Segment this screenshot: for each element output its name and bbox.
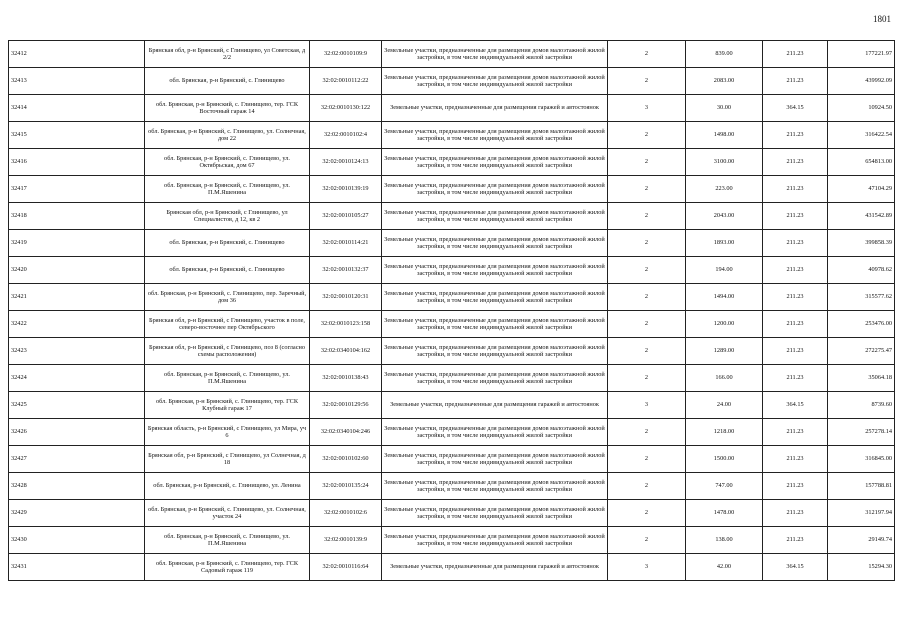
specific-value-cell: 211.23 — [763, 203, 828, 230]
area-cell: 1893.00 — [686, 230, 763, 257]
land-use-cell: Земельные участки, предназначенные для размещения домов малоэтажной жилой застройки, в том числе индивидуальной жилой застройки — [382, 149, 608, 176]
address-cell: обл. Брянская, р-н Брянский, с. Глинищево, ул. Ленина — [145, 473, 310, 500]
table-body — [9, 41, 895, 581]
area-cell: 30.00 — [686, 95, 763, 122]
cadastral-value-cell: 29149.74 — [828, 527, 895, 554]
address-cell: Брянская обл, р-н Брянский, с Глинищево, поз 8 (согласно схемы расположения) — [145, 338, 310, 365]
cadastral-number-cell: 32:02:0010114:21 — [310, 230, 382, 257]
specific-value-cell: 211.23 — [763, 41, 828, 68]
cadastral-value-cell: 316845.00 — [828, 446, 895, 473]
area-cell: 3100.00 — [686, 149, 763, 176]
table-row — [9, 554, 895, 581]
specific-value-cell: 211.23 — [763, 311, 828, 338]
category-cell: 2 — [608, 473, 686, 500]
cadastral-number-cell: 32:02:0010112:22 — [310, 68, 382, 95]
category-cell: 2 — [608, 176, 686, 203]
row-number-cell: 32425 — [9, 392, 145, 419]
cadastral-value-cell: 157788.81 — [828, 473, 895, 500]
row-number-cell: 32421 — [9, 284, 145, 311]
cadastral-number-cell: 32:02:0010105:27 — [310, 203, 382, 230]
area-cell: 1500.00 — [686, 446, 763, 473]
cadastral-value-cell: 15294.30 — [828, 554, 895, 581]
address-cell: обл. Брянская, р-н Брянский, с. Глинищево, ул. Октябрьская, дом 67 — [145, 149, 310, 176]
land-use-cell: Земельные участки, предназначенные для размещения домов малоэтажной жилой застройки, в том числе индивидуальной жилой застройки — [382, 527, 608, 554]
row-number-cell: 32423 — [9, 338, 145, 365]
category-cell: 3 — [608, 392, 686, 419]
row-number-cell: 32428 — [9, 473, 145, 500]
table-row — [9, 419, 895, 446]
address-cell: Брянская обл, р-н Брянский, с Глинищево, ул Советская, д 2/2 — [145, 41, 310, 68]
cadastral-number-cell: 32:02:0010138:43 — [310, 365, 382, 392]
area-cell: 223.00 — [686, 176, 763, 203]
specific-value-cell: 364.15 — [763, 554, 828, 581]
category-cell: 2 — [608, 527, 686, 554]
row-number-cell: 32415 — [9, 122, 145, 149]
row-number-cell: 32429 — [9, 500, 145, 527]
row-number-cell: 32422 — [9, 311, 145, 338]
specific-value-cell: 211.23 — [763, 284, 828, 311]
land-use-cell: Земельные участки, предназначенные для размещения домов малоэтажной жилой застройки, в том числе индивидуальной жилой застройки — [382, 68, 608, 95]
table-row — [9, 41, 895, 68]
address-cell: обл. Брянская, р-н Брянский, с. Глинищево — [145, 68, 310, 95]
area-cell: 194.00 — [686, 257, 763, 284]
category-cell: 2 — [608, 68, 686, 95]
address-cell: обл. Брянская, р-н Брянский, с. Глинищево, ул. Солнечная, участок 24 — [145, 500, 310, 527]
category-cell: 2 — [608, 338, 686, 365]
specific-value-cell: 211.23 — [763, 230, 828, 257]
land-use-cell: Земельные участки, предназначенные для размещения гаражей и автостоянок — [382, 392, 608, 419]
cadastral-number-cell: 32:02:0010123:158 — [310, 311, 382, 338]
cadastral-value-cell: 315577.62 — [828, 284, 895, 311]
land-use-cell: Земельные участки, предназначенные для размещения домов малоэтажной жилой застройки, в том числе индивидуальной жилой застройки — [382, 473, 608, 500]
specific-value-cell: 211.23 — [763, 176, 828, 203]
address-cell: Брянская область, р-н Брянский, с Глинищево, ул Мира, уч 6 — [145, 419, 310, 446]
address-cell: Брянская обл, р-н Брянский, с Глинищево, ул Специалистов, д 12, кв 2 — [145, 203, 310, 230]
row-number-cell: 32426 — [9, 419, 145, 446]
cadastral-value-cell: 47104.29 — [828, 176, 895, 203]
cadastral-value-cell: 312197.94 — [828, 500, 895, 527]
address-cell: обл. Брянская, р-н Брянский, с. Глинищево, ул. П.М.Яшенина — [145, 365, 310, 392]
land-use-cell: Земельные участки, предназначенные для размещения домов малоэтажной жилой застройки, в том числе индивидуальной жилой застройки — [382, 203, 608, 230]
address-cell: обл. Брянская, р-н Брянский, с. Глинищево — [145, 257, 310, 284]
table-row — [9, 203, 895, 230]
address-cell: обл. Брянская, р-н Брянский, с. Глинищево, тер. ГСК Восточный гараж 14 — [145, 95, 310, 122]
area-cell: 747.00 — [686, 473, 763, 500]
land-use-cell: Земельные участки, предназначенные для размещения домов малоэтажной жилой застройки, в том числе индивидуальной жилой застройки — [382, 446, 608, 473]
category-cell: 2 — [608, 230, 686, 257]
table-row — [9, 230, 895, 257]
address-cell: обл. Брянская, р-н Брянский, с. Глинищево, ул. П.М.Яшенина — [145, 176, 310, 203]
category-cell: 2 — [608, 284, 686, 311]
table-row — [9, 149, 895, 176]
category-cell: 2 — [608, 365, 686, 392]
area-cell: 1218.00 — [686, 419, 763, 446]
land-use-cell: Земельные участки, предназначенные для размещения домов малоэтажной жилой застройки, в том числе индивидуальной жилой застройки — [382, 365, 608, 392]
address-cell: обл. Брянская, р-н Брянский, с. Глинищево, пер. Заречный, дом 36 — [145, 284, 310, 311]
cadastral-number-cell: 32:02:0010109:9 — [310, 41, 382, 68]
land-use-cell: Земельные участки, предназначенные для размещения гаражей и автостоянок — [382, 554, 608, 581]
specific-value-cell: 211.23 — [763, 68, 828, 95]
row-number-cell: 32414 — [9, 95, 145, 122]
cadastral-number-cell: 32:02:0010116:64 — [310, 554, 382, 581]
row-number-cell: 32424 — [9, 365, 145, 392]
cadastral-value-table — [8, 40, 895, 581]
cadastral-number-cell: 32:02:0010139:19 — [310, 176, 382, 203]
specific-value-cell: 211.23 — [763, 365, 828, 392]
table-row — [9, 95, 895, 122]
cadastral-number-cell: 32:02:0010120:31 — [310, 284, 382, 311]
area-cell: 1289.00 — [686, 338, 763, 365]
cadastral-number-cell: 32:02:0010124:13 — [310, 149, 382, 176]
row-number-cell: 32418 — [9, 203, 145, 230]
cadastral-number-cell: 32:02:0010102:4 — [310, 122, 382, 149]
table-row — [9, 311, 895, 338]
cadastral-value-cell: 177221.97 — [828, 41, 895, 68]
address-cell: обл. Брянская, р-н Брянский, с. Глинищево, ул. П.М.Яшенина — [145, 527, 310, 554]
table-row — [9, 176, 895, 203]
land-use-cell: Земельные участки, предназначенные для размещения домов малоэтажной жилой застройки, в том числе индивидуальной жилой застройки — [382, 338, 608, 365]
cadastral-number-cell: 32:02:0010139:9 — [310, 527, 382, 554]
table-row — [9, 473, 895, 500]
category-cell: 2 — [608, 419, 686, 446]
specific-value-cell: 211.23 — [763, 419, 828, 446]
specific-value-cell: 211.23 — [763, 446, 828, 473]
cadastral-value-cell: 35064.18 — [828, 365, 895, 392]
category-cell: 3 — [608, 554, 686, 581]
category-cell: 3 — [608, 95, 686, 122]
land-use-cell: Земельные участки, предназначенные для размещения гаражей и автостоянок — [382, 95, 608, 122]
area-cell: 24.00 — [686, 392, 763, 419]
land-use-cell: Земельные участки, предназначенные для размещения домов малоэтажной жилой застройки, в том числе индивидуальной жилой застройки — [382, 419, 608, 446]
land-use-cell: Земельные участки, предназначенные для размещения домов малоэтажной жилой застройки, в том числе индивидуальной жилой застройки — [382, 122, 608, 149]
address-cell: обл. Брянская, р-н Брянский, с. Глинищево, тер. ГСК Клубный гараж 17 — [145, 392, 310, 419]
cadastral-value-cell: 272275.47 — [828, 338, 895, 365]
table-row — [9, 527, 895, 554]
row-number-cell: 32416 — [9, 149, 145, 176]
table-row — [9, 68, 895, 95]
area-cell: 138.00 — [686, 527, 763, 554]
specific-value-cell: 211.23 — [763, 527, 828, 554]
area-cell: 2043.00 — [686, 203, 763, 230]
land-use-cell: Земельные участки, предназначенные для размещения домов малоэтажной жилой застройки, в том числе индивидуальной жилой застройки — [382, 284, 608, 311]
row-number-cell: 32419 — [9, 230, 145, 257]
row-number-cell: 32412 — [9, 41, 145, 68]
cadastral-number-cell: 32:02:0010102:60 — [310, 446, 382, 473]
area-cell: 2083.00 — [686, 68, 763, 95]
row-number-cell: 32427 — [9, 446, 145, 473]
cadastral-value-cell: 257278.14 — [828, 419, 895, 446]
specific-value-cell: 211.23 — [763, 500, 828, 527]
page-number: 1801 — [873, 14, 891, 24]
area-cell: 1498.00 — [686, 122, 763, 149]
table-row — [9, 122, 895, 149]
row-number-cell: 32431 — [9, 554, 145, 581]
specific-value-cell: 211.23 — [763, 338, 828, 365]
category-cell: 2 — [608, 500, 686, 527]
cadastral-value-cell: 399858.39 — [828, 230, 895, 257]
land-use-cell: Земельные участки, предназначенные для размещения домов малоэтажной жилой застройки, в том числе индивидуальной жилой застройки — [382, 311, 608, 338]
specific-value-cell: 211.23 — [763, 473, 828, 500]
cadastral-value-cell: 10924.50 — [828, 95, 895, 122]
land-use-cell: Земельные участки, предназначенные для размещения домов малоэтажной жилой застройки, в том числе индивидуальной жилой застройки — [382, 176, 608, 203]
specific-value-cell: 211.23 — [763, 257, 828, 284]
specific-value-cell: 211.23 — [763, 122, 828, 149]
table-row — [9, 338, 895, 365]
row-number-cell: 32420 — [9, 257, 145, 284]
land-use-cell: Земельные участки, предназначенные для размещения домов малоэтажной жилой застройки, в том числе индивидуальной жилой застройки — [382, 257, 608, 284]
cadastral-number-cell: 32:02:0010135:24 — [310, 473, 382, 500]
cadastral-number-cell: 32:02:0010130:122 — [310, 95, 382, 122]
cadastral-value-cell: 439992.09 — [828, 68, 895, 95]
cadastral-number-cell: 32:02:0340104:246 — [310, 419, 382, 446]
land-use-cell: Земельные участки, предназначенные для размещения домов малоэтажной жилой застройки, в том числе индивидуальной жилой застройки — [382, 230, 608, 257]
category-cell: 2 — [608, 311, 686, 338]
cadastral-number-cell: 32:02:0010132:37 — [310, 257, 382, 284]
table-row — [9, 257, 895, 284]
category-cell: 2 — [608, 257, 686, 284]
area-cell: 839.00 — [686, 41, 763, 68]
category-cell: 2 — [608, 149, 686, 176]
land-use-cell: Земельные участки, предназначенные для размещения домов малоэтажной жилой застройки, в том числе индивидуальной жилой застройки — [382, 41, 608, 68]
cadastral-number-cell: 32:02:0340104:162 — [310, 338, 382, 365]
table-row — [9, 500, 895, 527]
cadastral-number-cell: 32:02:0010102:6 — [310, 500, 382, 527]
specific-value-cell: 364.15 — [763, 95, 828, 122]
table-row — [9, 446, 895, 473]
specific-value-cell: 364.15 — [763, 392, 828, 419]
address-cell: обл. Брянская, р-н Брянский, с. Глинищево, тер. ГСК Садовый гараж 119 — [145, 554, 310, 581]
cadastral-value-cell: 40978.62 — [828, 257, 895, 284]
area-cell: 1494.00 — [686, 284, 763, 311]
land-use-cell: Земельные участки, предназначенные для размещения домов малоэтажной жилой застройки, в том числе индивидуальной жилой застройки — [382, 500, 608, 527]
area-cell: 42.00 — [686, 554, 763, 581]
address-cell: обл. Брянская, р-н Брянский, с. Глинищево, ул. Солнечная, дом 22 — [145, 122, 310, 149]
cadastral-value-cell: 253476.00 — [828, 311, 895, 338]
table-row — [9, 365, 895, 392]
area-cell: 166.00 — [686, 365, 763, 392]
category-cell: 2 — [608, 41, 686, 68]
row-number-cell: 32413 — [9, 68, 145, 95]
row-number-cell: 32417 — [9, 176, 145, 203]
table-row — [9, 284, 895, 311]
table-row — [9, 392, 895, 419]
address-cell: Брянская обл, р-н Брянский, с Глинищево, участок в поле, северо-восточнее пер Октябрьского — [145, 311, 310, 338]
area-cell: 1200.00 — [686, 311, 763, 338]
cadastral-value-cell: 431542.89 — [828, 203, 895, 230]
category-cell: 2 — [608, 446, 686, 473]
row-number-cell: 32430 — [9, 527, 145, 554]
cadastral-number-cell: 32:02:0010129:56 — [310, 392, 382, 419]
cadastral-value-cell: 654813.00 — [828, 149, 895, 176]
address-cell: Брянская обл, р-н Брянский, с Глинищево, ул Солнечная, д 18 — [145, 446, 310, 473]
cadastral-value-cell: 8739.60 — [828, 392, 895, 419]
category-cell: 2 — [608, 122, 686, 149]
area-cell: 1478.00 — [686, 500, 763, 527]
cadastral-value-cell: 316422.54 — [828, 122, 895, 149]
category-cell: 2 — [608, 203, 686, 230]
specific-value-cell: 211.23 — [763, 149, 828, 176]
address-cell: обл. Брянская, р-н Брянский, с. Глинищево — [145, 230, 310, 257]
